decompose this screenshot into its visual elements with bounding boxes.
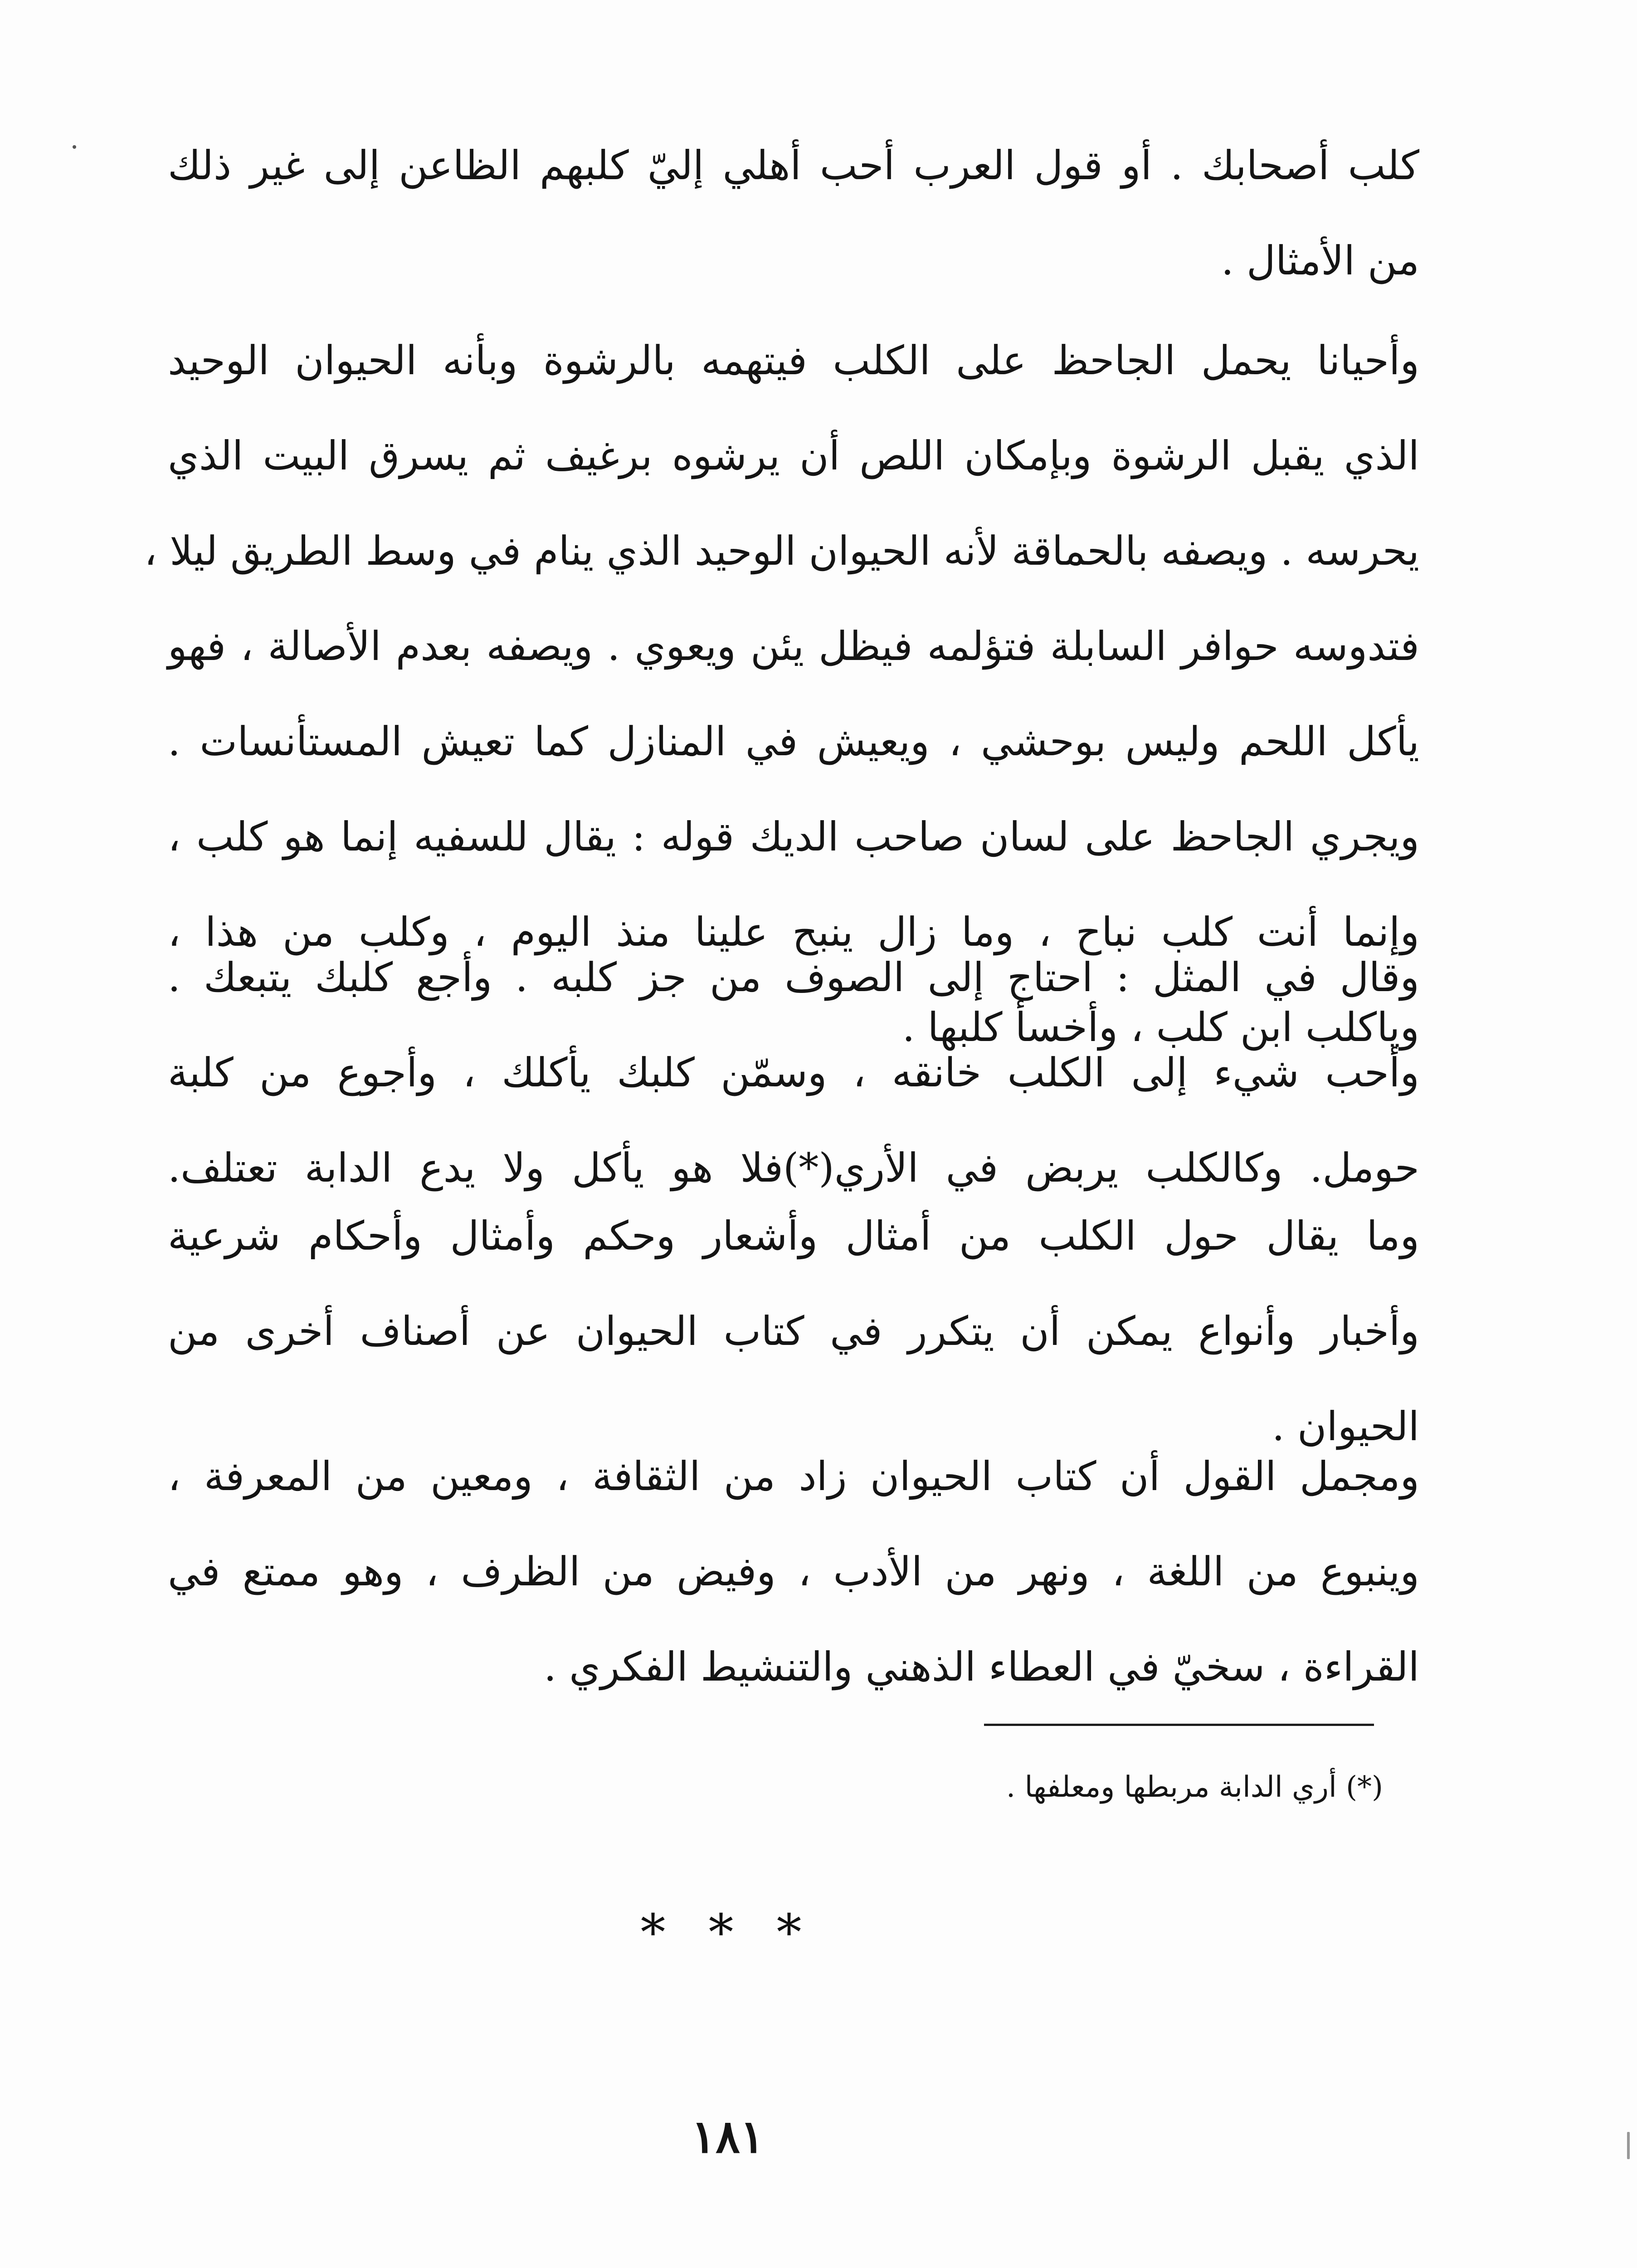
footnote-divider: [984, 1724, 1374, 1726]
section-separator: * * *: [640, 1903, 815, 1961]
text-line: وأخبار وأنواع يمكن أن يتكرر في كتاب الحيوان عن أصناف أخرى من: [168, 1308, 1419, 1354]
text-line: وما يقال حول الكلب من أمثال وأشعار وحكم وأمثال وأحكام شرعية: [168, 1212, 1419, 1259]
text-line: الذي يقبل الرشوة وبإمكان اللص أن يرشوه برغيف ثم يسرق البيت الذي: [168, 432, 1419, 479]
text-line: كلب أصحابك . أو قول العرب أحب أهلي إليّ كلبهم الظاعن إلى غير ذلك: [168, 142, 1419, 189]
text-line: يأكل اللحم وليس بوحشي ، ويعيش في المنازل كما تعيش المستأنسات .: [168, 718, 1419, 765]
text-line: وياكلب ابن كلب ، وأخسأ كلبها .: [902, 1004, 1419, 1051]
text-line: القراءة ، سخيّ في العطاء الذهني والتنشيط الفكري .: [544, 1643, 1419, 1690]
text-line: فتدوسه حوافر السابلة فتؤلمه فيظل يئن ويعوي . ويصفه بعدم الأصالة ، فهو: [168, 623, 1419, 670]
page-number: ١٨١: [691, 2110, 765, 2163]
text-line: الحيوان .: [1272, 1403, 1419, 1450]
text-line: ومجمل القول أن كتاب الحيوان زاد من الثقافة ، ومعين من المعرفة ،: [168, 1453, 1419, 1500]
paragraph-1: [168, 118, 1419, 308]
text-line: ويجري الجاحظ على لسان صاحب الديك قوله : يقال للسفيه إنما هو كلب ،: [168, 813, 1419, 860]
text-line: من الأمثال .: [1221, 237, 1419, 284]
text-line: وإنما أنت كلب نباح ، وما زال ينبح علينا منذ اليوم ، وكلب من هذا ،: [168, 909, 1419, 955]
text-line: وأحب شيء إلى الكلب خانقه ، وسمّن كلبك يأكلك ، وأجوع من كلبة: [168, 1049, 1419, 1096]
text-line: وقال في المثل : احتاج إلى الصوف من جز كلبه . وأجع كلبك يتبعك .: [168, 954, 1419, 1001]
paragraph-5: [168, 1429, 1419, 1715]
scan-speck: [1627, 2132, 1630, 2159]
text-line: وأحيانا يحمل الجاحظ على الكلب فيتهمه بالرشوة وبأنه الحيوان الوحيد: [168, 337, 1419, 384]
paragraph-3: [168, 930, 1419, 1216]
footnote: (*) أري الدابة مربطها ومعلفها .: [1006, 1770, 1383, 1804]
text-line: حومل. وكالكلب يربض في الأري(*)فلا هو يأكل ولا يدع الدابة تعتلف.: [168, 1144, 1419, 1191]
scan-speck: [73, 145, 76, 149]
text-line: وينبوع من اللغة ، ونهر من الأدب ، وفيض من الظرف ، وهو ممتع في: [168, 1548, 1419, 1595]
text-line: يحرسه . ويصفه بالحماقة لأنه الحيوان الوحيد الذي ينام في وسط الطريق ليلا ،: [144, 528, 1419, 574]
